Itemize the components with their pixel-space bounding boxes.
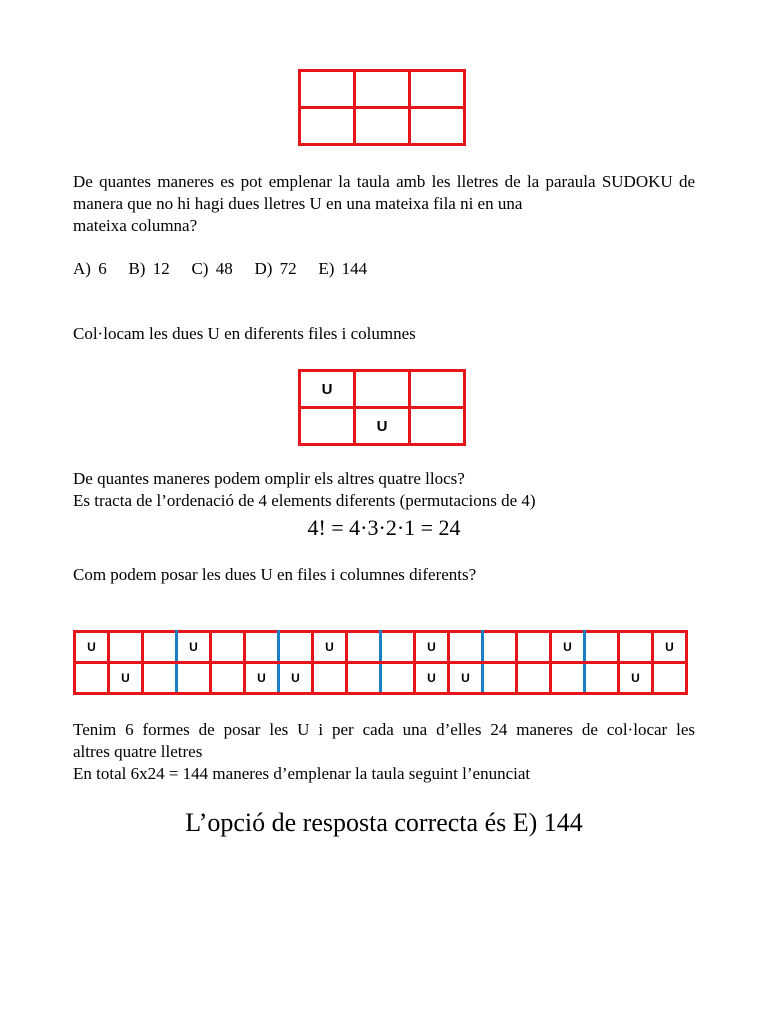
grid-cell xyxy=(449,632,483,663)
grid-cell xyxy=(300,108,355,145)
question-line: SUDOKU de manera que no hi hagi dues lletres U en una mateixa fila ni en una xyxy=(73,172,695,213)
grid-cell: U xyxy=(109,663,143,694)
grid-cell: U xyxy=(619,663,653,694)
step-text xyxy=(73,719,695,785)
final-answer: L’opció de resposta correcta és E) 144 xyxy=(185,808,583,837)
grid-cell xyxy=(300,71,355,108)
grid-cell: U xyxy=(355,408,410,445)
grid-cell xyxy=(143,663,177,694)
step-line: altres quatre lletres xyxy=(73,742,203,761)
grid-cell: U xyxy=(313,632,347,663)
step-text: Com podem posar les dues U en files i columnes diferents? xyxy=(73,565,477,584)
grid-cell xyxy=(355,108,410,145)
grid-cell xyxy=(109,632,143,663)
grid-cell xyxy=(211,663,245,694)
step-line: En total 6x24 = 144 maneres d’emplenar la taula seguint l’enunciat xyxy=(73,764,531,783)
grid-row xyxy=(75,632,687,663)
grid-cell xyxy=(355,71,410,108)
step-line: Tenim 6 formes de posar les U i per cada una d’elles 24 maneres de col·locar les xyxy=(73,720,695,739)
step-line: De quantes maneres podem omplir els altres quatre llocs? xyxy=(73,469,465,488)
grid-cell xyxy=(410,408,465,445)
grid-cell xyxy=(75,663,109,694)
grid-row xyxy=(300,71,465,108)
arrangements-grid xyxy=(73,630,688,695)
grid-cell xyxy=(410,71,465,108)
grid-cell xyxy=(347,663,381,694)
example-grid xyxy=(298,369,466,446)
grid-row xyxy=(300,371,465,408)
grid-cell: U xyxy=(245,663,279,694)
grid-cell xyxy=(585,632,619,663)
grid-row xyxy=(300,408,465,445)
question-text xyxy=(73,171,695,237)
grid-cell xyxy=(300,408,355,445)
question-line: De quantes maneres es pot emplenar la taula amb les lletres de la paraula xyxy=(73,172,596,191)
grid-cell xyxy=(143,632,177,663)
grid-cell xyxy=(483,632,517,663)
grid-cell xyxy=(483,663,517,694)
grid-cell: U xyxy=(75,632,109,663)
grid-cell xyxy=(517,663,551,694)
grid-row xyxy=(75,663,687,694)
grid-cell: U xyxy=(415,663,449,694)
grid-cell: U xyxy=(551,632,585,663)
grid-cell xyxy=(381,663,415,694)
grid-cell xyxy=(245,632,279,663)
grid-cell: U xyxy=(279,663,313,694)
grid-cell: U xyxy=(653,632,687,663)
step-text: Col·locam les dues U en diferents files i columnes xyxy=(73,324,416,343)
grid-cell: U xyxy=(449,663,483,694)
grid-cell xyxy=(279,632,313,663)
grid-cell xyxy=(410,371,465,408)
grid-cell: U xyxy=(415,632,449,663)
grid-cell: U xyxy=(300,371,355,408)
formula: 4! = 4·3·2·1 = 24 xyxy=(307,515,461,540)
grid-cell: U xyxy=(177,632,211,663)
grid-cell xyxy=(653,663,687,694)
grid-cell xyxy=(551,663,585,694)
answer-options: A) 6 B) 12 C) 48 D) 72 E) 144 xyxy=(73,259,368,278)
grid-cell xyxy=(355,371,410,408)
empty-grid xyxy=(298,69,466,146)
step-text xyxy=(73,468,695,512)
grid-cell xyxy=(211,632,245,663)
step-line: Es tracta de l’ordenació de 4 elements diferents (permutacions de 4) xyxy=(73,491,536,510)
question-line: mateixa columna? xyxy=(73,216,198,235)
grid-cell xyxy=(585,663,619,694)
grid-row xyxy=(300,108,465,145)
grid-cell xyxy=(517,632,551,663)
grid-cell xyxy=(381,632,415,663)
grid-cell xyxy=(619,632,653,663)
grid-cell xyxy=(177,663,211,694)
grid-cell xyxy=(313,663,347,694)
grid-cell xyxy=(410,108,465,145)
grid-cell xyxy=(347,632,381,663)
